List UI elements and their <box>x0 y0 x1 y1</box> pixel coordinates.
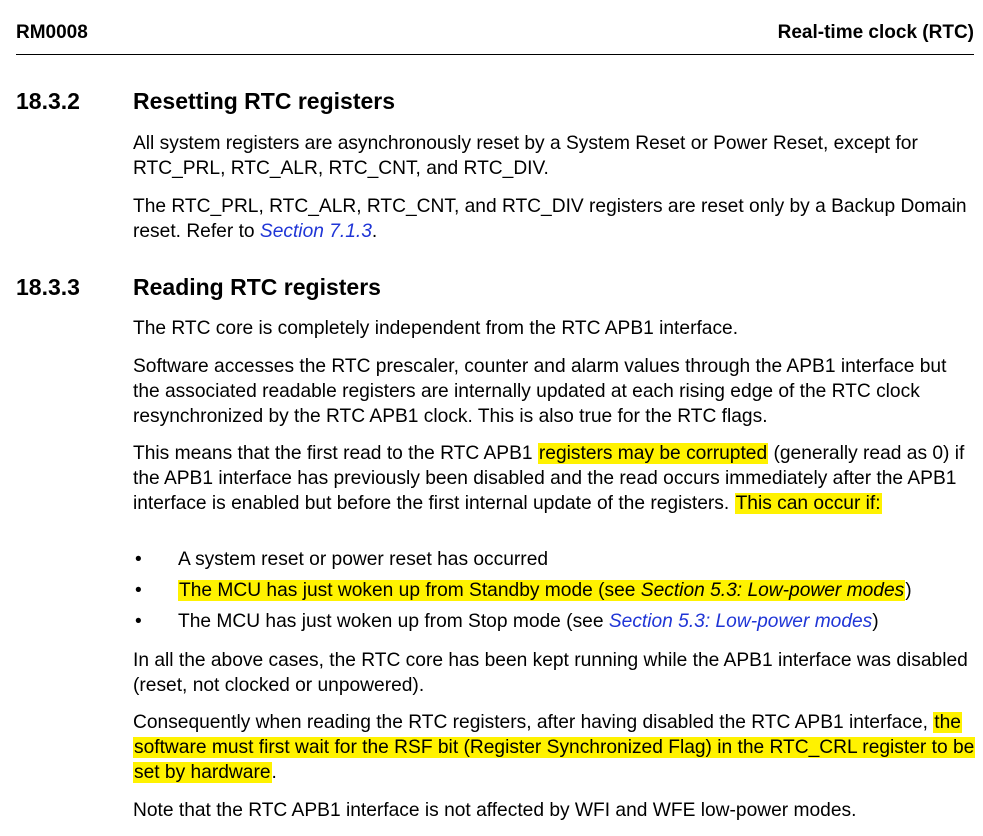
paragraph <box>133 194 978 244</box>
list-item-end: ) <box>905 580 912 601</box>
section-title: Resetting RTC registers <box>133 88 396 114</box>
highlight: registers may be corrupted <box>538 443 768 464</box>
paragraph-end: . <box>371 221 378 242</box>
section-1833-p4 <box>133 648 978 698</box>
list-item <box>133 578 978 609</box>
list-item <box>133 547 978 578</box>
section-link[interactable]: Section 7.1.3 <box>259 221 372 242</box>
chapter-title: Real-time clock (RTC) <box>777 22 974 43</box>
paragraph <box>133 441 978 516</box>
bullet-list <box>133 547 978 640</box>
bullet-dot: • <box>135 611 142 632</box>
doc-id: RM0008 <box>16 22 88 43</box>
paragraph: Software accesses the RTC prescaler, counter and alarm values through the APB1 interface but the associated readable registers are internally updated at each rising edge of the RTC clock resynchronized by the RTC APB1 clock. This is also true for the RTC flags. <box>133 356 947 427</box>
section-1833-p6 <box>133 798 978 823</box>
paragraph: Note that the RTC APB1 interface is not affected by WFI and WFE low-power modes. <box>133 800 857 821</box>
list-item-text: The MCU has just woken up from Standby mode (see <box>179 580 641 601</box>
highlight <box>178 580 905 601</box>
paragraph: The RTC core is completely independent from the RTC APB1 interface. <box>133 318 739 339</box>
section-number: 18.3.2 <box>16 88 80 114</box>
page-header <box>16 22 974 55</box>
paragraph-text: Consequently when reading the RTC registers, after having disabled the RTC APB1 interface, <box>133 712 934 733</box>
section-1833-p2 <box>133 354 978 429</box>
bullet-dot: • <box>135 549 142 570</box>
section-title: Reading RTC registers <box>133 274 381 300</box>
section-ref[interactable]: Section 5.3: Low-power modes <box>640 580 905 601</box>
section-link[interactable]: Section 5.3: Low-power modes <box>608 611 873 632</box>
section-1833-p1 <box>133 316 978 341</box>
section-1833-p5 <box>133 710 978 785</box>
paragraph-text: (generally read as 0) if the APB1 interface has previously been disabled and the read occurs immediately after the APB1 interface is enabled but before the first internal update of the registers. <box>133 443 965 514</box>
paragraph-end: . <box>271 762 277 783</box>
paragraph: In all the above cases, the RTC core has been kept running while the APB1 interface was disabled (reset, not clocked or unpowered). <box>133 650 968 696</box>
section-1833-p3 <box>133 441 978 516</box>
section-1832-body-2 <box>133 194 978 244</box>
highlight: This can occur if: <box>735 493 881 514</box>
list-item-text: A system reset or power reset has occurred <box>178 549 549 570</box>
highlight: the software must first wait for the RSF bit (Register Synchronized Flag) in the RTC_CRL register to be set by hardware <box>134 712 975 783</box>
section-1832-body <box>133 131 978 181</box>
section-number: 18.3.3 <box>16 274 80 300</box>
paragraph-text: This means that the first read to the RTC APB1 <box>133 443 538 464</box>
bullet-dot: • <box>135 580 142 601</box>
paragraph: All system registers are asynchronously reset by a System Reset or Power Reset, except for RTC_PRL, RTC_ALR, RTC_CNT, and RTC_DIV. <box>133 133 918 179</box>
list-item <box>133 609 978 640</box>
paragraph <box>133 710 978 785</box>
list-item-text: The MCU has just woken up from Stop mode (see <box>178 611 609 632</box>
list-item-end: ) <box>872 611 879 632</box>
paragraph-text: The RTC_PRL, RTC_ALR, RTC_CNT, and RTC_DIV registers are reset only by a Backup Domain reset. Refer to <box>133 196 967 242</box>
